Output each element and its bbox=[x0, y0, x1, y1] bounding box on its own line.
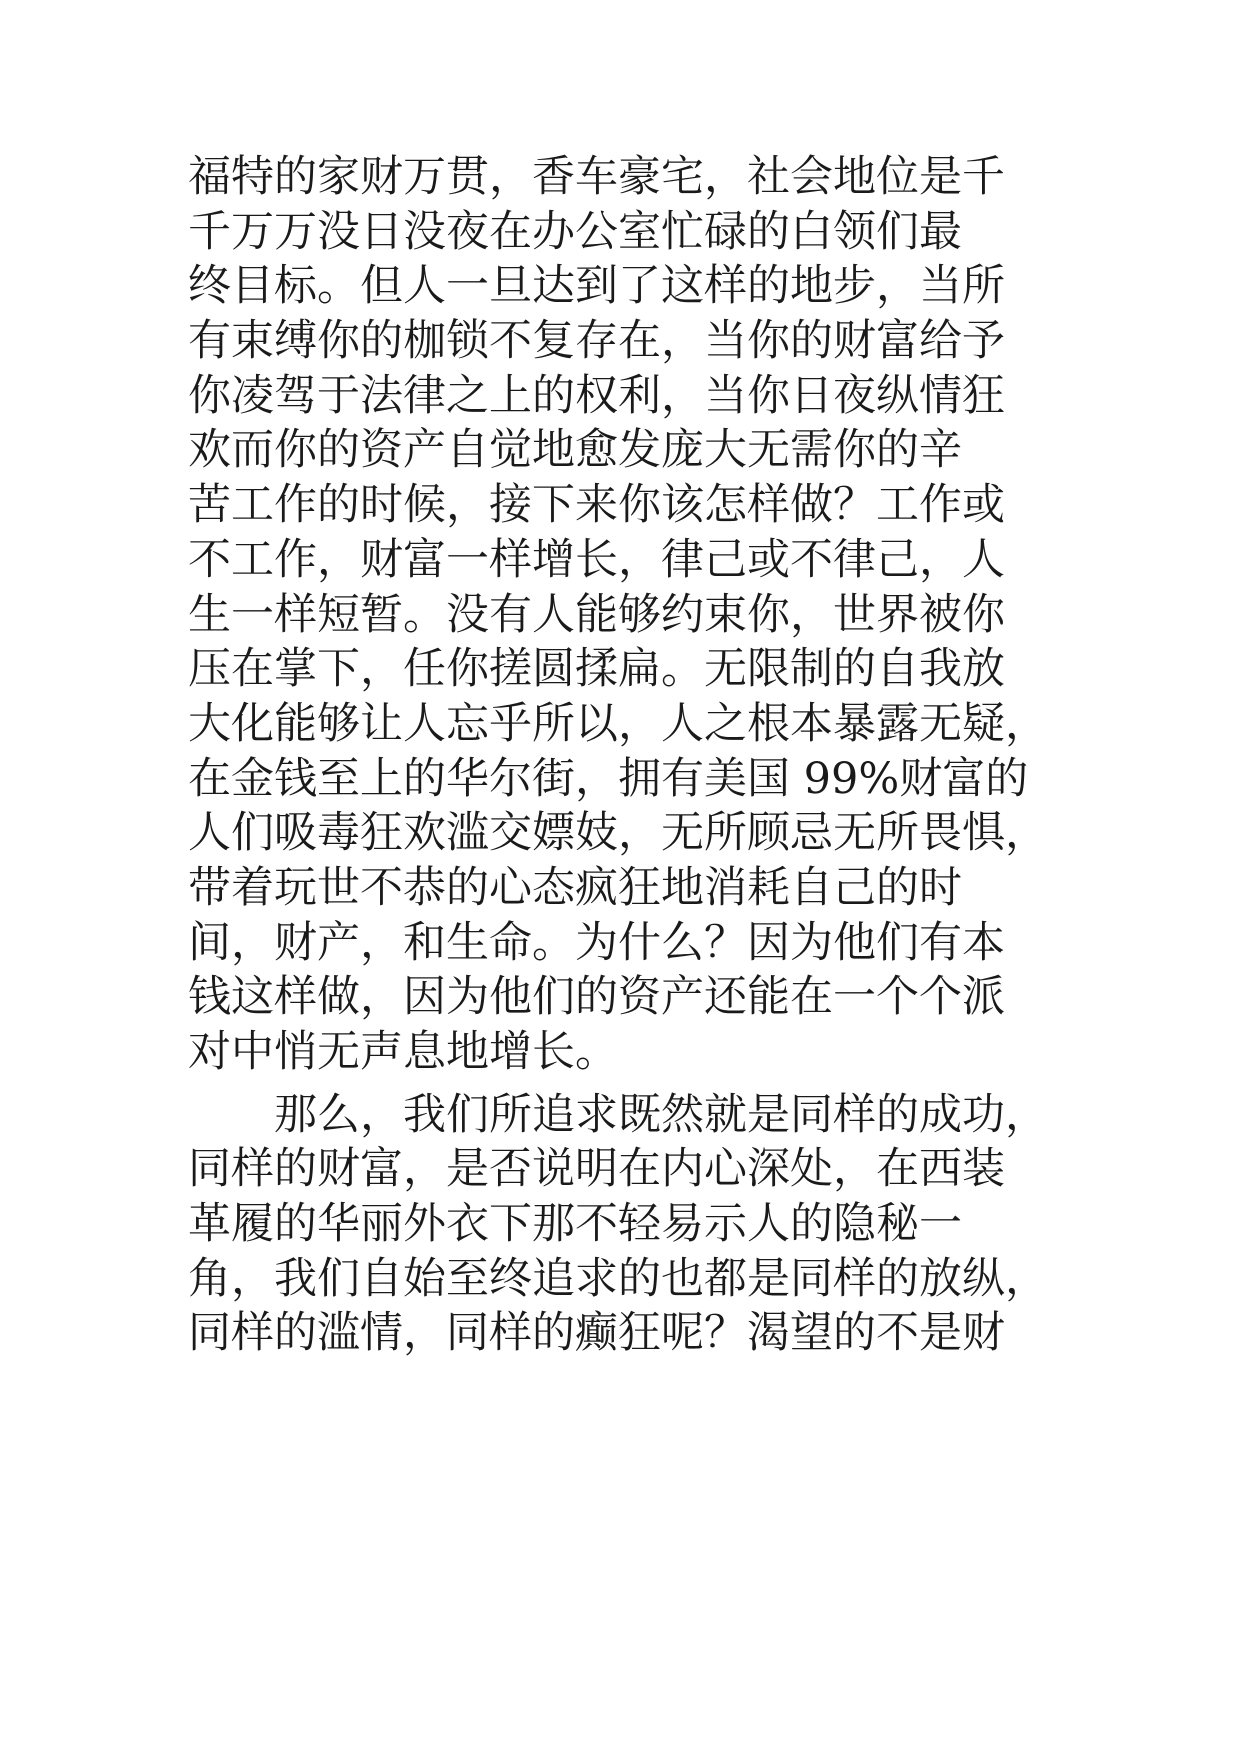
text-line: 苦工作的时候，接下来你该怎样做？工作或 bbox=[188, 480, 1005, 531]
text-line: 钱这样做，因为他们的资产还能在一个个派 bbox=[188, 972, 1005, 1023]
text-line: 大化能够让人忘乎所以，人之根本暴露无疑， bbox=[188, 698, 1048, 749]
text-line: 角，我们自始至终追求的也都是同样的放纵， bbox=[188, 1253, 1048, 1304]
paragraph-spacer bbox=[188, 1080, 1068, 1088]
text-line: 同样的滥情，同样的癫狂呢？渴望的不是财 bbox=[188, 1308, 1005, 1359]
text-line: 欢而你的资产自觉地愈发庞大无需你的辛 bbox=[188, 425, 962, 476]
text-line: 带着玩世不恭的心态疯狂地消耗自己的时 bbox=[188, 862, 962, 913]
text-line: 你凌驾于法律之上的权利，当你日夜纵情狂 bbox=[188, 370, 1005, 421]
text-line: 生一样短暂。没有人能够约束你，世界被你 bbox=[188, 589, 1005, 640]
text-line: 对中悄无声息地增长。 bbox=[188, 1027, 618, 1077]
text-line: 那么，我们所追求既然就是同样的成功， bbox=[274, 1089, 1048, 1140]
text-line: 千万万没日没夜在办公室忙碌的白领们最 bbox=[188, 206, 962, 257]
text-line: 福特的家财万贯，香车豪宅，社会地位是千 bbox=[188, 152, 1005, 202]
text-line: 压在掌下，任你搓圆揉扁。无限制的自我放 bbox=[188, 644, 1005, 695]
text-line: 在金钱至上的华尔街，拥有美国 99%财富的 bbox=[188, 753, 1029, 804]
body-text bbox=[188, 150, 1068, 1361]
text-line: 不工作，财富一样增长，律己或不律己，人 bbox=[188, 534, 1005, 585]
paragraph-1 bbox=[188, 150, 1068, 1080]
paragraph-2 bbox=[188, 1088, 1068, 1361]
text-line: 革履的华丽外衣下那不轻易示人的隐秘一 bbox=[188, 1199, 962, 1250]
text-line: 人们吸毒狂欢滥交嫖妓，无所顾忌无所畏惧， bbox=[188, 808, 1048, 859]
text-line: 终目标。但人一旦达到了这样的地步，当所 bbox=[188, 261, 1005, 312]
text-line: 有束缚你的枷锁不复存在，当你的财富给予 bbox=[188, 316, 1005, 367]
text-line: 同样的财富，是否说明在内心深处，在西装 bbox=[188, 1144, 1005, 1195]
text-line: 间，财产，和生命。为什么？因为他们有本 bbox=[188, 917, 1005, 968]
